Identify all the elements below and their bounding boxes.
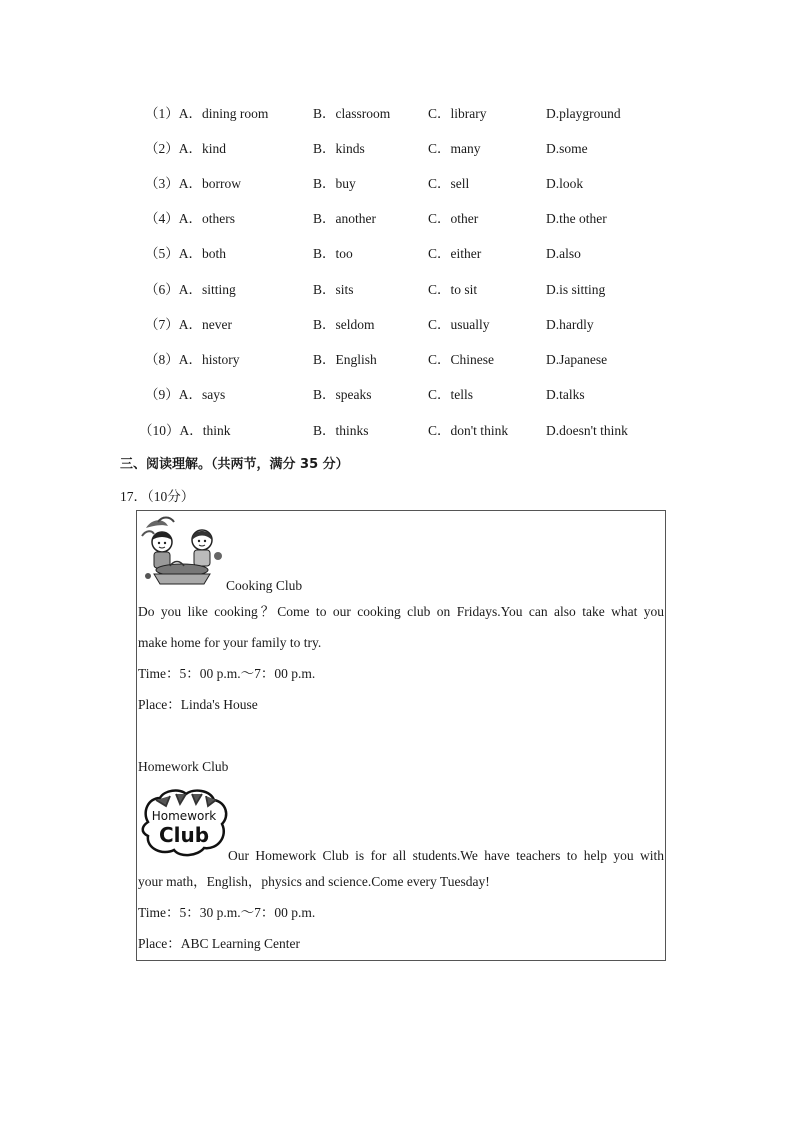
option-c: C．many [428,141,481,156]
option-a: （9）A．says [145,387,226,402]
question-label: 17．（10分） [120,489,195,504]
option-a: （6）A．sitting [145,282,236,297]
option-a: （4）A．others [145,211,235,226]
option-b: B．sits [313,282,354,297]
cooking-club-title: Cooking Club [226,578,303,593]
kids-cooking-illustration [140,516,226,588]
option-a: （10）A．think [139,423,231,438]
option-b: B．another [313,211,376,226]
option-c: C．don't think [428,423,509,438]
option-a: （3）A．borrow [145,176,241,191]
option-b: B．classroom [313,106,391,121]
homework-line-1: Our Homework Club is for all students.We have teachers to help you with [228,848,664,863]
section-title: 三、阅读理解。（共两节，满分 35 分） [120,457,349,472]
option-c: C．library [428,106,487,121]
option-d: D.look [546,176,584,191]
option-a: （7）A．never [145,317,232,332]
option-d: D.talks [546,387,585,402]
option-b: B．thinks [313,423,369,438]
option-d: D.the other [546,211,607,226]
logo-text-club: Club [158,823,210,847]
cooking-place: Place：Linda's House [138,697,258,712]
option-d: D.is sitting [546,282,606,297]
option-d: D.Japanese [546,352,608,367]
option-b: B．kinds [313,141,365,156]
homework-club-logo [140,786,228,858]
option-b: B．buy [313,176,356,191]
option-b: B．speaks [313,387,372,402]
option-b: B．English [313,352,377,367]
option-c: C．to sit [428,282,478,297]
option-a: （5）A．both [145,246,226,261]
option-b: B．too [313,246,353,261]
option-c: C．either [428,246,482,261]
option-c: C．sell [428,176,470,191]
homework-time: Time：5：30 p.m.～7：00 p.m. [138,905,316,920]
option-d: D.playground [546,106,621,121]
homework-place: Place：ABC Learning Center [138,936,300,951]
homework-line-2: your math，English，physics and science.Come every Tuesday! [138,874,490,889]
option-d: D.hardly [546,317,594,332]
cooking-line-1: Do you like cooking？Come to our cooking club on Fridays.You can also take what you [138,604,664,619]
option-c: C．other [428,211,479,226]
option-a: （2）A．kind [145,141,226,156]
option-d: D.some [546,141,588,156]
option-a: （8）A．history [145,352,240,367]
option-b: B．seldom [313,317,375,332]
option-c: C．Chinese [428,352,494,367]
logo-text-homework: Homework [151,809,217,823]
cooking-time: Time：5：00 p.m.～7：00 p.m. [138,666,316,681]
cooking-line-2: make home for your family to try. [138,635,322,650]
option-c: C．tells [428,387,474,402]
homework-club-title: Homework Club [138,759,229,774]
option-c: C．usually [428,317,490,332]
option-d: D.also [546,246,581,261]
option-a: （1）A．dining room [145,106,269,121]
option-d: D.doesn't think [546,423,628,438]
